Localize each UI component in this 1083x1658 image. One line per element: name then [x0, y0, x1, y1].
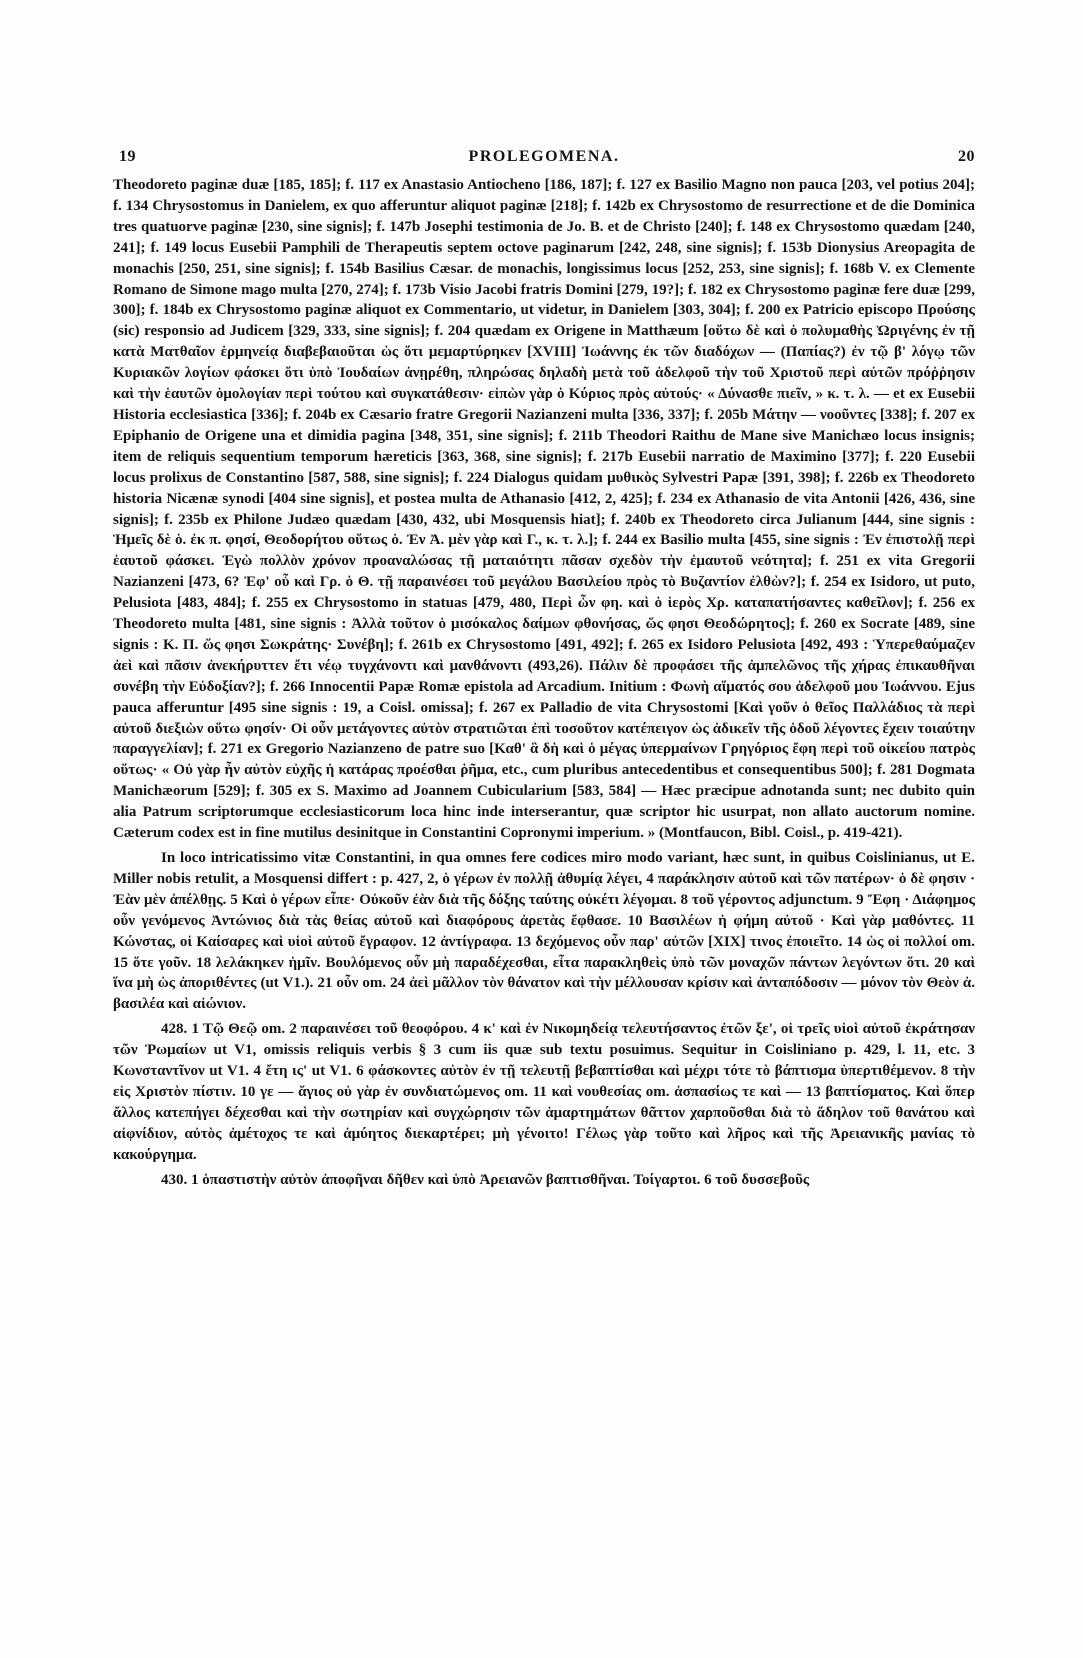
paragraph: 430. 1 ὁπαστιστὴν αὐτὸν ἀποφῆναι δῆθεν καὶ ὑπὸ Ἀρειανῶν βαπτισθῆναι. Τοίγαρτοι. 6 τοῦ δυσσεβοῦς: [161, 1171, 810, 1188]
running-title: PROLEGOMENA.: [468, 148, 620, 165]
column-number-left: 19: [119, 148, 136, 165]
paragraph: 428. 1 Τῷ Θεῷ om. 2 παραινέσει τοῦ θεοφόρου. 4 κ' καὶ ἐν Νικομηδείᾳ τελευτήσαντος ἐτῶν ξε', οἱ τρεῖς υἱοὶ αὐτοῦ ἐκράτησαν τῶν Ῥωμαίων ut V1, omissis reliquis verbis § 3 cum iis quæ sub textu posuimus. Sequitur in Coisliniano p. 429, l. 11, etc. 3 Κωνσταντῖνον ut V1. 4 ἔτη ις' ut V1. 6 φάσκοντες αὐτὸν ἐν τῇ τελευτῇ βεβαπτίσθαι καὶ μέχρι τότε τὸ βάπτισμα ὑπερτιθέμενον. 8 τὴν εἰς Χριστὸν πίστιν. 10 γε — ἅγιος οὐ γὰρ ἐν συνδιατώμενος om. 11 καὶ νουθεσίας om. ἀσπασίως τε καὶ — 13 βαπτίσματος. Καὶ ὅπερ ἄλλος κατεπήγει δέχεσθαι καὶ τὴν σωτηρίαν καὶ συγχώρησιν τῶν ἁμαρτημάτων θᾶττον χαρποῦσθαι διὰ τὸ ἄδηλον τοῦ θανάτου καὶ αἰφνίδιον, αὐτὸς ἀμέτοχος τε καὶ ἀμύητος διεκαρτέρει; μὴ γένοιτο! Γέλως γὰρ τοῦτο καὶ λῆρος καὶ τῆς Ἀρειανικῆς μανίας τὸ κακούργημα.: [113, 1021, 975, 1163]
column-number-right: 20: [958, 148, 975, 165]
paragraph: Theodoreto paginæ duæ [185, 185]; f. 117 ex Anastasio Antiocheno [186, 187]; f. 127 ex Basilio Magno non pauca [203, vel potius 204]; f. 134 Chrysostomus in Danielem, ex quo afferuntur aliquot paginæ [218]; f. 142b ex Chrysostomo de resurrectione et de die Dominica tres quatuorve paginæ [230, sine signis]; f. 147b Josephi testimonia de Jo. B. et de Christo [240]; f. 148 ex Chrysostomo quædam [240, 241]; f. 149 locus Eusebii Pamphili de Therapeutis septem octove paginarum [242, 248, sine signis]; f. 153b Dionysius Areopagita de monachis [250, 251, sine signis]; f. 154b Basilius Cæsar. de monachis, longissimus locus [252, 253, sine signis]; f. 168b V. ex Clemente Romano de Simone mago multa [270, 274]; f. 173b Visio Jacobi fratris Domini [279, 19?]; f. 182 ex Chrysostomo paginæ fere duæ [299, 300]; f. 184b ex Chrysostomo paginæ aliquot ex Commentario, ut videtur, in Danielem [303, 304]; f. 200 ex Patricio episcopo Προύσης (sic) responsio ad Judicem [329, 333, sine signis]; f. 204 quædam ex Origene in Matthæum [οὕτω δὲ καὶ ὁ πολυμαθὴς Ὠριγένης ἐν τῇ κατὰ Ματθαῖον ἑρμηνείᾳ διαβεβαιοῦται ὡς ὅτι μεμαρτύρηκεν [XVIII] Ἰωάννης ἐκ τῶν διαδόχων — (Παπίας?) ἐν τῷ β' λόγῳ τῶν Κυριακῶν λογίων φάσκει ὅτι ὑπὸ Ἰουδαίων ἀνῃρέθη, πληρώσας δηλαδὴ μετὰ τοῦ ἀδελφοῦ τὴν τοῦ Χριστοῦ περὶ αὐτῶν πρόῤῥησιν καὶ τὴν ἑαυτῶν ὁμολογίαν περὶ τούτου καὶ συγκατάθεσιν· εἰπὼν γὰρ ὁ Κύριος πρὸς αὐτούς· « Δύνασθε πιεῖν, » κ. τ. λ. — et ex Eusebii Historia ecclesiastica [336]; f. 204b ex Cæsario fratre Gregorii Nazianzeni multa [336, 337]; f. 205b Μάτην — νοοῦντες [338]; f. 207 ex Epiphanio de Origene una et dimidia pagina [348, 351, sine signis]; f. 211b Theodori Raithu de Mane sive Manichæo locus insignis; item de reliquis sequentium temporum hæreticis [363, 368, sine signis]; f. 217b Eusebii narratio de Maximino [377]; f. 220 Eusebii locus prolixus de Constantino [587, 588, sine signis]; f. 224 Dialogus quidam μυθικὸς Sylvestri Papæ [391, 398]; f. 226b ex Theodoreto historia Nicænæ synodi [404 sine signis], et postea multa de Athanasio [412, 2, 425]; f. 234 ex Athanasio de vita Antonii [426, 436, sine signis]; f. 235b ex Philone Judæo quædam [430, 432, ubi Mosquensis hiat]; f. 240b ex Theodoreto circa Julianum [444, sine signis : Ἡμεῖς δὲ ὁ. ἐκ π. φησί, Θεοδορήτου οὕτως ὁ. Ἐν Ἀ. μὲν γὰρ καὶ Γ., κ. τ. λ.]; f. 244 ex Basilio multa [455, sine signis : Ἐν ἐπιστολῇ περὶ ἑαυτοῦ φάσκει. Ἐγὼ πολλὸν χρόνον προαναλώσας τῇ ματαιότητι πᾶσαν σχεδὸν τὴν ἐμαυτοῦ νεότητα]; f. 251 ex vita Gregorii Nazianzeni [473, 6? Ἐφ' οὗ καὶ Γρ. ὁ Θ. τῇ παραινέσει τοῦ μεγάλου Βασιλείου πρὸς τὸ Βυζαντίον ἐλθὼν?]; f. 254 ex Isidoro, ut puto, Pelusiota [483, 484]; f. 255 ex Chrysostomo in statuas [479, 480, Περὶ ὧν φη. καὶ ὁ ἱερὸς Χρ. καταπατήσαντες καθεῖλον]; f. 256 ex Theodoreto multa [481, sine signis : Ἀλλὰ τοῦτον ὁ μισόκαλος δαίμων φθονήσας, ὥς φησι Θεοδώρητος]; f. 260 ex Socrate [489, sine signis : Κ. Π. ὥς φησι Σωκράτης· Συνέβη]; f. 261b ex Chrysostomo [491, 492]; f. 265 ex Isidoro Pelusiota [492, 493 : Ὑπερεθαύμαζεν ἀεὶ καὶ πᾶσιν ἀνεκήρυττεν ἔτι νέῳ τυγχάνοντι καὶ μανθάνοντι (493,26). Πάλιν δὲ προφάσει τῆς ἀμπελῶνος τῆς χήρας ἐπικαυθῆναι συνέβη τὴν Εὐδοξίαν?]; f. 266 Innocentii Papæ Romæ epistola ad Arcadium. Initium : Φωνὴ αἵματός σου ἀδελφοῦ μου Ἰωάννου. Ejus pauca afferuntur [495 sine signis : 19, a Coisl. omissa]; f. 267 ex Palladio de vita Chrysostomi [Καὶ γοῦν ὁ θεῖος Παλλάδιος τὰ περὶ αὐτοῦ διεξιὼν οὕτω φησίν· Οἱ οὖν μετάγοντες αὐτὸν στρατιῶται ἐπὶ τοσοῦτον κατέπειγον ὡς ἀδικεῖν τῆς ὁδοῦ λέγοντες ἔχειν τοιαύτην παραγγελίαν]; f. 271 ex Gregorio Nazianzeno de patre suo [Καθ' ἃ δὴ καὶ ὁ μέγας ὑπερμαίνων Γρηγόριος ἔφη περὶ τοῦ οἰκείου πατρὸς οὕτως· « Οὐ γὰρ ἦν αὐτὸν εὐχῆς ἡ κατάρας προέσθαι ῥῆμα, etc., cum pluribus antecedentibus et consequentibus 500]; f. 281 Dogmata Manichæorum [529]; f. 305 ex S. Maximo ad Joannem Cubicularium [583, 584] — Hæc præcipue adnotanda sunt; nec dubito quin alia Patrum scriptorumque ecclesiasticorum loca hinc inde interserantur, quæ scriptor hic usurpat, non allato auctorum nomine. Cæterum codex est in fine mutilus desinitque in Constantini Copronymi imperium. » (Montfaucon, Bibl. Coisl., p. 419-421).: [113, 177, 975, 842]
paragraph: In loco intricatissimo vitæ Constantini, in qua omnes fere codices miro modo variant, hæc sunt, in quibus Coislinianus, ut E. Miller nobis retulit, a Mosquensi differt : p. 427, 2, ὁ γέρων ἐν πολλῇ ἀθυμίᾳ λέγει, 4 παράκλησιν αὐτοῦ καὶ τῶν πατέρων· ὁ δὲ φησιν · Ἐὰν μὲν ἀπέλθῃς. 5 Καὶ ὁ γέρων εἶπε· Οὐκοῦν ἐὰν διὰ τῆς δόξης ταύτης οὐκέτι λέγομαι. 8 τοῦ γέροντος adjunctum. 9 Ἔφη · Διάφημος οὖν γενόμενος Ἀντώνιος διὰ τὰς θείας αὐτοῦ καὶ διαφόρους ἀρετὰς ἔφθασε. 10 Βασιλέων ἡ φήμη αὐτοῦ · Καὶ γὰρ μαθόντες. 11 Κώνστας, οἱ Καίσαρες καὶ υἱοὶ αὐτοῦ ἔγραφον. 12 ἀντίγραφα. 13 δεχόμενος οὖν παρ' αὐτῶν [XIX] τινος ἐποιεῖτο. 14 ὡς οἱ πολλοί om. 15 ὅτε γοῦν. 18 λελάκηκεν ἡμῖν. Βουλόμενος οὖν μὴ παραδέχεσθαι, εἶτα παρακληθεὶς ὑπὸ τῶν μοναχῶν πάντων λεγόντων ὅτι. 20 καὶ ἵνα μὴ ὡς ἀποριθέντες (ut V1.). 21 οὖν om. 24 ἀεὶ μᾶλλον τὸν θάνατον καὶ τὴν μέλλουσαν κρίσιν καὶ ἀνταπόδοσιν — μόνον τὸν Θεὸν ἀ. βασιλέα καὶ αἰώνιον.: [113, 850, 975, 1013]
text-body: [113, 175, 975, 1615]
page-header: [113, 148, 975, 168]
